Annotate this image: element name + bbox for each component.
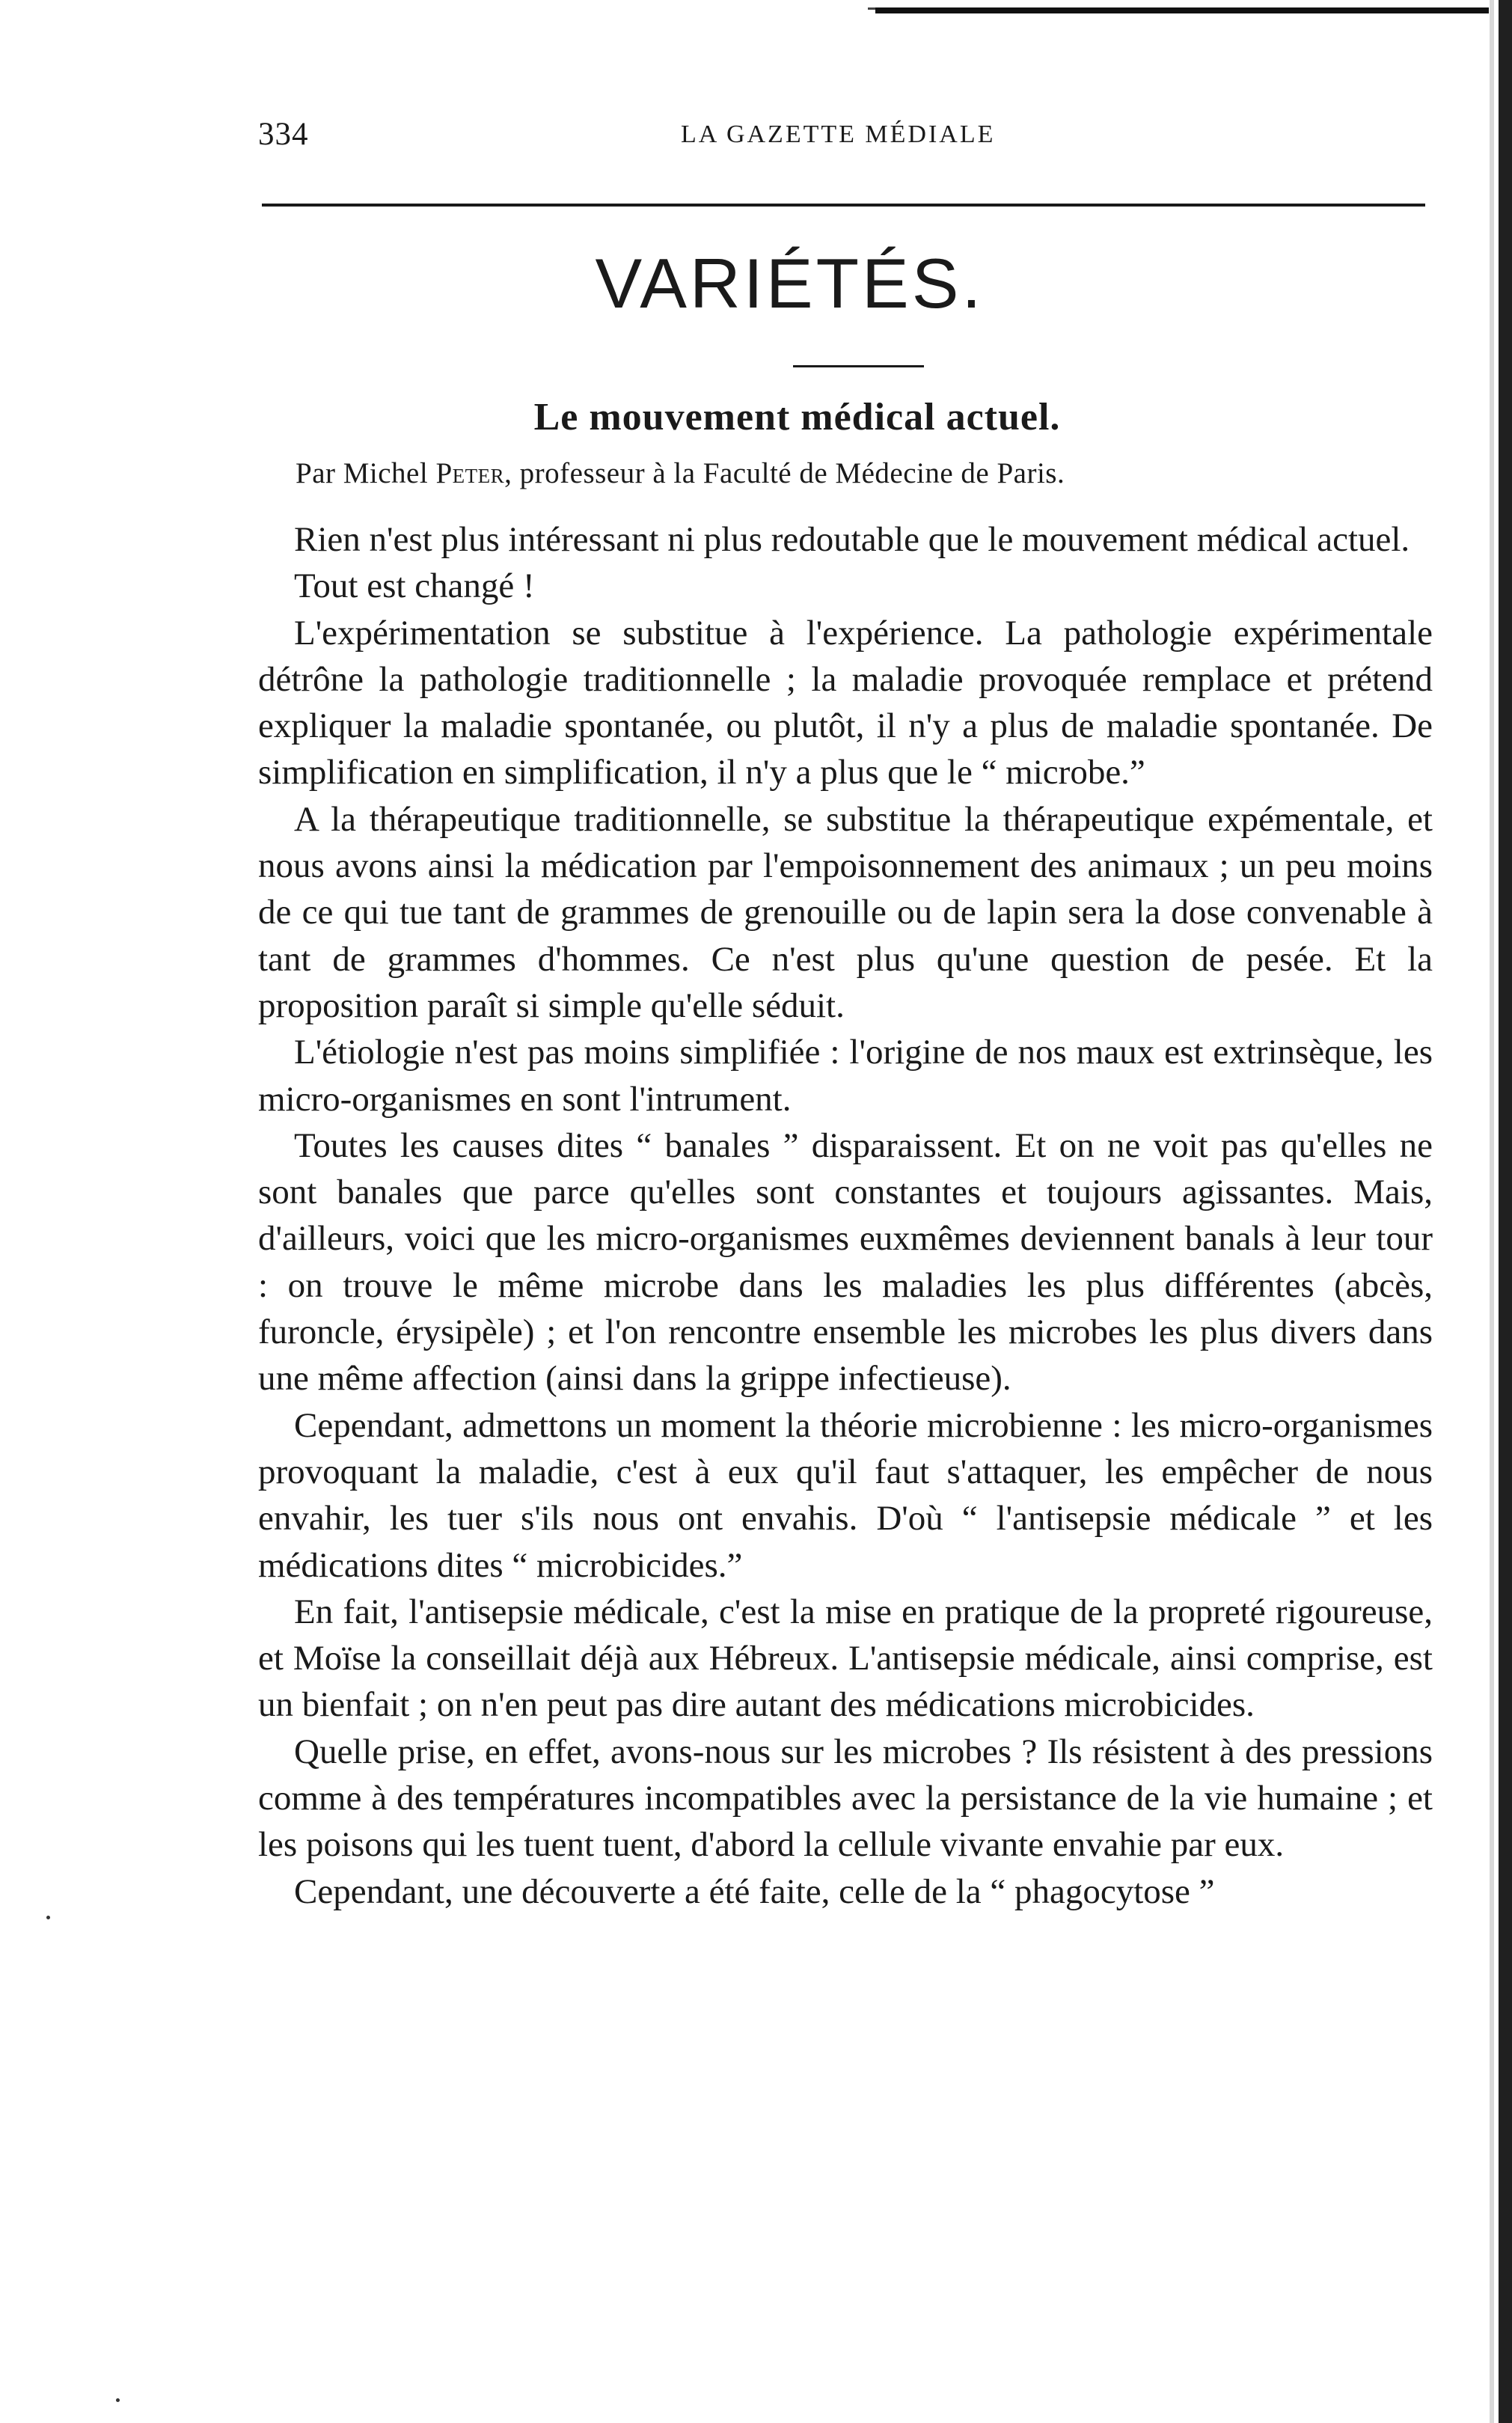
byline-author: Peter: [435, 457, 505, 489]
paragraph: Tout est changé !: [294, 566, 535, 606]
paragraph: Cependant, une découverte a été faite, celle de la “ phagocytose ”: [294, 1872, 1215, 1911]
running-head: [258, 116, 1425, 161]
header-rule: [262, 204, 1425, 207]
section-title: VARIÉTÉS.: [595, 244, 985, 323]
page-number: 334: [258, 117, 309, 152]
paragraph: En fait, l'antisepsie médicale, c'est la mise en pratique de la propreté rigoureuse, et Moïse la conseillait déjà aux Hébreux. L'antisepsie médicale, ainsi comprise, est un bienfait ; on n'en peut pas dire autant des médications microbicides.: [258, 1592, 1433, 1725]
byline: [296, 456, 1065, 490]
byline-prefix: Par Michel: [296, 457, 436, 489]
scan-artifact-right-edge: [1494, 0, 1512, 2423]
article-body: [258, 516, 1433, 1915]
title-divider: [793, 365, 924, 367]
paragraph: L'expérimentation se substitue à l'expérience. La pathologie expérimentale détrône la pathologie traditionnelle ; la maladie provoquée remplace et prétend expliquer la maladie spontanée, ou plutôt, il n'y a plus de maladie spontanée. De simplification en simplification, il n'y a plus que le “ microbe.”: [258, 613, 1433, 792]
scan-artifact-top-bar: [875, 7, 1489, 13]
journal-title: LA GAZETTE MÉDIALE: [681, 120, 996, 148]
byline-suffix: , professeur à la Faculté de Médecine de Paris.: [504, 457, 1065, 489]
scan-speck: [116, 2398, 120, 2402]
paragraph: Rien n'est plus intéressant ni plus redoutable que le mouvement médical actuel.: [294, 520, 1410, 559]
paragraph: Cependant, admettons un moment la théorie microbienne : les micro-organismes provoquant la maladie, c'est à eux qu'il faut s'attaquer, les empêcher de nous envahir, les tuer s'ils nous ont envahis. D'où “ l'antisepsie médicale ” et les médications dites “ microbicides.”: [258, 1405, 1433, 1585]
scan-speck: [46, 1916, 50, 1919]
paragraph: L'étiologie n'est pas moins simplifiée : l'origine de nos maux est extrinsèque, les micro-organismes en sont l'intrument.: [258, 1033, 1433, 1119]
article-title: Le mouvement médical actuel.: [533, 396, 1061, 439]
paragraph: Quelle prise, en effet, avons-nous sur les microbes ? Ils résistent à des pressions comme à des températures incompatibles avec la persistance de la vie humaine ; et les poisons qui les tuent tuent, d'abord la cellule vivante envahie par eux.: [258, 1732, 1433, 1865]
paragraph: A la thérapeutique traditionnelle, se substitue la thérapeutique expémentale, et nous avons ainsi la médication par l'empoisonnement des animaux ; un peu moins de ce qui tue tant de grammes de grenouille ou de lapin sera la dose convenable à tant de grammes d'hommes. Ce n'est plus qu'une question de pesée. Et la proposition paraît si simple qu'elle séduit.: [258, 799, 1433, 1025]
paragraph: Toutes les causes dites “ banales ” disparaissent. Et on ne voit pas qu'elles ne sont banales que parce qu'elles sont constantes et toujours agissantes. Mais, d'ailleurs, voici que les micro-organismes euxmêmes deviennent banals à leur tour : on trouve le même microbe dans les maladies les plus différentes (abcès, furoncle, érysipèle) ; et l'on rencontre ensemble les microbes les plus divers dans une même affection (ainsi dans la grippe infectieuse).: [258, 1125, 1433, 1399]
